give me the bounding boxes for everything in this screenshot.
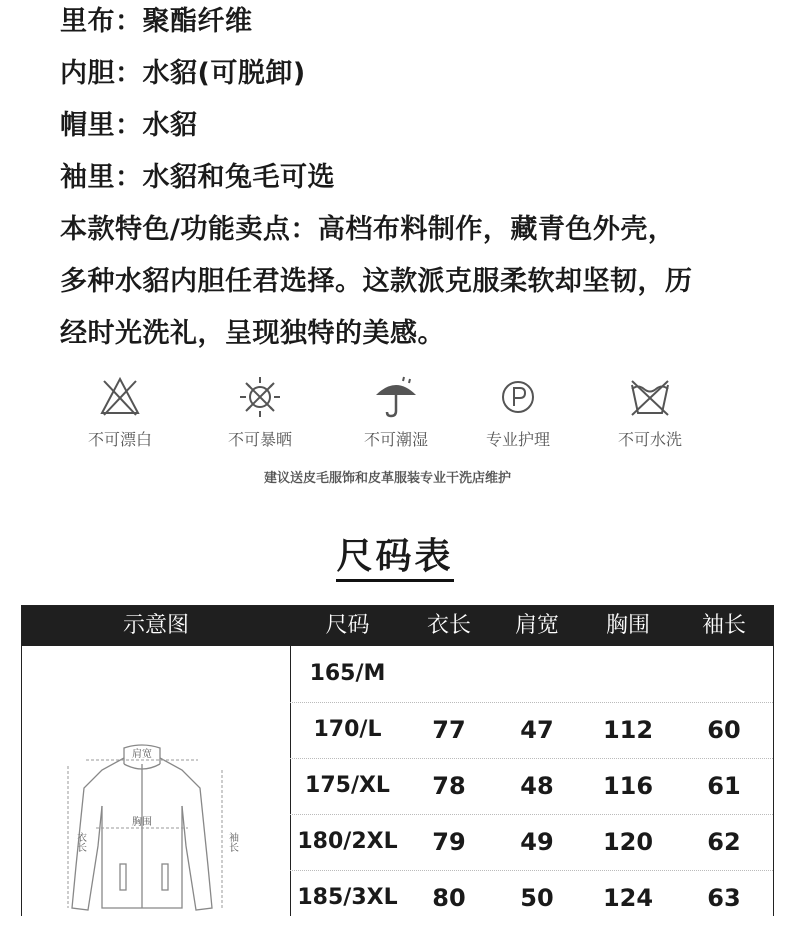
- cell-chest: 124: [602, 884, 654, 912]
- table-row: [290, 646, 773, 703]
- professional-care-icon: [494, 375, 542, 419]
- header-chest: 胸围: [605, 613, 650, 638]
- care-label: 不可暴晒: [227, 430, 292, 449]
- care-instructions: [0, 375, 790, 490]
- cell-length: 80: [432, 884, 466, 912]
- size-chart-title-text: 尺码表: [336, 536, 453, 582]
- diagram-label-length: 衣长: [74, 832, 86, 852]
- cell-sleeve: 61: [707, 772, 741, 800]
- spec-hood-lining: 帽里：水貂: [60, 110, 198, 141]
- cell-length: [405, 646, 493, 702]
- size-chart-table: [21, 605, 774, 916]
- cell-chest: 112: [602, 716, 654, 744]
- cell-shoulder: [493, 646, 581, 702]
- cell-sleeve: 60: [707, 716, 741, 744]
- spec-sleeve-lining: 袖里：水貂和兔毛可选: [60, 162, 335, 193]
- table-row: [290, 870, 773, 926]
- cell-length: 78: [432, 772, 466, 800]
- no-bleach-icon: [96, 375, 144, 419]
- cell-sleeve: [675, 646, 773, 702]
- spec-features-line-2: 多种水貂内胆任君选择。这款派克服柔软却坚韧，历: [60, 266, 693, 297]
- header-diagram: 示意图: [122, 613, 189, 638]
- product-specs: [60, 0, 780, 360]
- care-item-professional: [458, 375, 578, 450]
- cell-size: 175/XL: [305, 773, 390, 798]
- cell-chest: 116: [602, 772, 654, 800]
- care-label: 不可水洗: [617, 430, 682, 449]
- size-chart-title: [0, 528, 790, 579]
- cell-shoulder: 48: [520, 772, 554, 800]
- care-item-no-wash: [590, 375, 710, 450]
- care-label: 不可漂白: [87, 430, 152, 449]
- care-item-no-sun: [200, 375, 320, 450]
- cell-shoulder: 47: [520, 716, 554, 744]
- header-shoulder: 肩宽: [514, 613, 559, 638]
- spec-features-line-1: 本款特色/功能卖点：高档布料制作，藏青色外壳，: [60, 214, 676, 245]
- care-label: 不可潮湿: [363, 430, 428, 449]
- table-row: [290, 814, 773, 871]
- diagram-label-sleeve: 袖长: [226, 832, 238, 852]
- spec-lining: 里布：聚酯纤维: [60, 6, 253, 37]
- care-label: 专业护理: [485, 430, 550, 449]
- no-wash-icon: [626, 375, 674, 419]
- cell-length: 79: [432, 828, 466, 856]
- table-row: [290, 702, 773, 759]
- care-item-no-bleach: [60, 375, 180, 450]
- cell-chest: 120: [602, 828, 654, 856]
- size-diagram: [22, 646, 291, 916]
- table-row: [290, 758, 773, 815]
- care-item-no-damp: [336, 375, 456, 450]
- spec-inner-liner: 内胆：水貂(可脱卸): [60, 58, 306, 89]
- header-size: 尺码: [325, 613, 370, 638]
- table-header: [22, 606, 773, 646]
- care-note: 建议送皮毛服饰和皮革服装专业干洗店维护: [263, 471, 511, 486]
- cell-length: 77: [432, 716, 466, 744]
- cell-chest: [581, 646, 675, 702]
- cell-size: 180/2XL: [297, 829, 398, 854]
- cell-shoulder: 50: [520, 884, 554, 912]
- cell-size: 185/3XL: [297, 885, 398, 910]
- cell-sleeve: 63: [707, 884, 741, 912]
- cell-sleeve: 62: [707, 828, 741, 856]
- no-sun-drying-icon: [236, 375, 284, 419]
- header-sleeve: 袖长: [701, 613, 746, 638]
- cell-size: 170/L: [313, 717, 382, 742]
- jacket-diagram: [22, 646, 290, 916]
- spec-features-line-3: 经时光洗礼，呈现独特的美感。: [60, 318, 445, 349]
- diagram-label-shoulder: 肩宽: [132, 749, 152, 760]
- no-damp-icon: [372, 375, 420, 419]
- cell-shoulder: 49: [520, 828, 554, 856]
- header-length: 衣长: [426, 613, 471, 638]
- cell-size: 165/M: [309, 661, 386, 686]
- diagram-label-chest: 胸围: [132, 817, 152, 828]
